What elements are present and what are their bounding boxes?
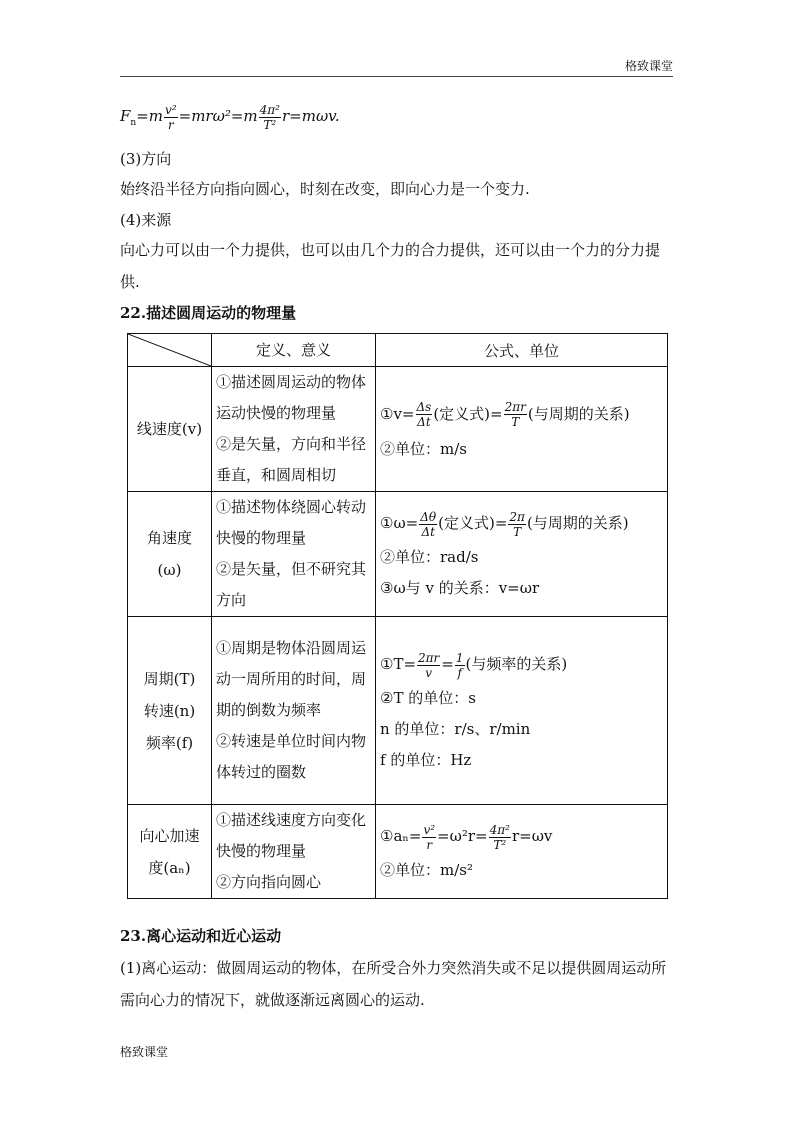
table-header-row: [128, 334, 668, 367]
formula-middle: =mrω²=: [178, 107, 244, 125]
table-row: [128, 492, 668, 617]
fraction-v2-r: $\frac{\text{v²}}{r}$: [165, 102, 177, 132]
definition-cell: [212, 805, 376, 899]
section22-heading: 22.描述圆周运动的物理量: [120, 304, 297, 322]
formula-line: ①aₙ= $\frac{\text{v²}}{r}$ =ω²r= $\frac{\text{4π²}}{\text{T²}}$ r=ωv: [380, 822, 553, 852]
formula-tail: r=mωv.: [281, 107, 340, 125]
physics-quantities-table: [127, 333, 668, 899]
definition-cell: [212, 367, 376, 492]
definition-line: ①描述线速度方向变化快慢的物理量: [216, 811, 367, 860]
formula-line: ①ω= $\frac{\Delta\theta}{\Delta t}$ (定义式)= $\frac{2\pi}{T}$ (与周期的关系): [380, 509, 629, 539]
formula-line: ①v= $\frac{\Delta s}{\Delta t}$ (定义式)= $\frac{2\pi r}{T}$ (与周期的关系): [380, 400, 630, 429]
row-name-centripetal-acceleration: 向心加速 度(aₙ): [128, 805, 212, 899]
formula-cell: [376, 367, 668, 492]
definition-line: ②转速是单位时间内物体转过的圈数: [216, 732, 367, 781]
formula-cell: [376, 805, 668, 899]
definition-line: ①周期是物体沿圆周运动一周所用的时间，周期的倒数为频率: [216, 639, 367, 719]
unit-line: ②单位：m/s²: [380, 861, 473, 879]
table-row: [128, 367, 668, 492]
diagonal-header-cell: [128, 334, 212, 367]
unit-line: ②T 的单位：s: [380, 689, 476, 707]
section23-text: (1)离心运动：做圆周运动的物体，在所受合外力突然消失或不足以提供圆周运动所需向心力的情况下，就做逐渐远离圆心的运动.: [120, 959, 667, 1009]
header-brand: 格致课堂: [624, 59, 673, 73]
unit-line: ②单位：rad/s: [380, 548, 479, 566]
definition-line: ②是矢量，但不研究其方向: [216, 560, 367, 609]
formula-line: ①T= $\frac{2\pi r}{v}$ = $\frac{1}{f}$ (与频率的关系): [380, 650, 568, 680]
relation-line: ③ω与 v 的关系：v=ωr: [380, 579, 540, 597]
definition-line: ②是矢量，方向和半径垂直，和圆周相切: [216, 435, 367, 484]
definition-line: ①描述圆周运动的物体运动快慢的物理量: [216, 373, 367, 422]
definition-line: ①描述物体绕圆心转动快慢的物理量: [216, 498, 367, 547]
formula-symbol: F: [120, 107, 131, 125]
formula-mass: m: [148, 107, 164, 125]
footer-brand: 格致课堂: [120, 1045, 169, 1059]
section23-heading: 23.离心运动和近心运动: [120, 927, 282, 945]
section4-heading: (4)来源: [120, 211, 172, 229]
header-divider: [120, 76, 673, 77]
formula-cell: [376, 492, 668, 617]
centripetal-force-formula: $F_n=m$ $\frac{\text{v²}}{r}$ =mrω²=m $\frac{\text{4π²}}{\text{T²}}$ r=mωv.: [120, 102, 340, 132]
unit-line: n 的单位：r/s、r/min: [380, 720, 531, 738]
definition-line: ②方向指向圆心: [216, 873, 322, 891]
formula-equals: =: [136, 107, 149, 125]
formula-subscript: n: [130, 118, 137, 128]
unit-line: ②单位：m/s: [380, 439, 467, 458]
unit-line: f 的单位：Hz: [380, 751, 472, 769]
formula-cell: [376, 617, 668, 805]
row-name-angular-velocity: 角速度 (ω): [128, 492, 212, 617]
definition-cell: [212, 617, 376, 805]
row-name-period-speed-frequency: 周期(T) 转速(n) 频率(f): [128, 617, 212, 805]
table-row: [128, 805, 668, 899]
section3-heading: (3)方向: [120, 150, 172, 168]
fraction-4pi2-T2: $\frac{\text{4π²}}{\text{T²}}$: [259, 102, 280, 132]
section3-text: 始终沿半径方向指向圆心，时刻在改变，即向心力是一个变力.: [120, 180, 530, 198]
column-header-definition: 定义、意义: [212, 334, 376, 367]
section4-text: 向心力可以由一个力提供，也可以由几个力的合力提供，还可以由一个力的分力提供.: [120, 241, 661, 291]
row-name-linear-velocity: 线速度(v): [128, 367, 212, 492]
definition-cell: [212, 492, 376, 617]
column-header-formula: 公式、单位: [376, 334, 668, 367]
table-row: [128, 617, 668, 805]
